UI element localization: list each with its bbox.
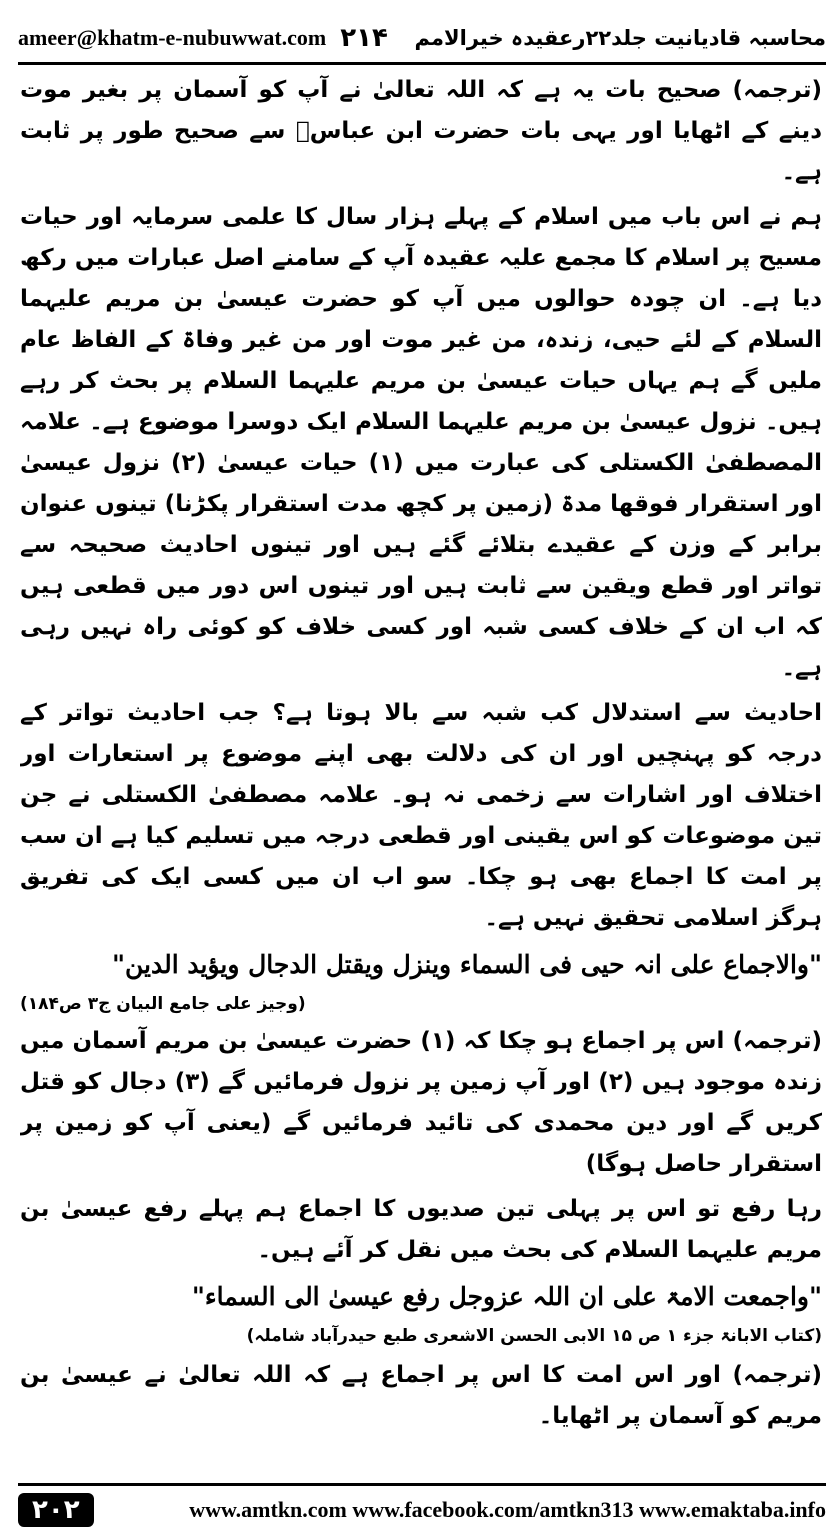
paragraph-translation-1: (ترجمہ) صحیح بات یہ ہے کہ اللہ تعالیٰ نے آپ کو آسمان پر بغیر موت دینے کے اٹھایا اور یہی بات حضرت ابن عباسؓ سے صحیح طور پر ثابت ہے۔ — [20, 77, 822, 185]
running-title: محاسبہ قادیانیت جلد۲۲رعقیدہ خیرالامم — [414, 26, 826, 50]
arabic-quote-1: "والاجماع علی انہ حیی فی السماء وینزل ویقتل الدجال ویؤید الدین" — [111, 950, 822, 979]
page-footer — [18, 1483, 826, 1534]
paragraph-main: ہم نے اس باب میں اسلام کے پہلے ہزار سال کا علمی سرمایہ اور حیات مسیح پر اسلام کا مجمع علیہ عقیدہ آپ کے سامنے اصل عبارات میں رکھ دیا ہے۔ ان چودہ حوالوں میں آپ کو حضرت عیسیٰ بن مریم علیہما السلام کے لئے حیی، زندہ، من غیر موت اور من غیر وفاۃ کے الفاظ عام ملیں گے ہم یہاں حیات عیسیٰ بن مریم علیہما السلام پر بحث کر رہے ہیں۔ نزول عیسیٰ بن مریم علیہما السلام ایک دوسرا موضوع ہے۔ علامہ المصطفیٰ الکستلی کی عبارت میں (۱) حیات عیسیٰ (۲) نزول عیسیٰ اور استقرار فوقھا مدۃ (زمین پر کچھ مدت استقرار پکڑنا) تینوں عنوان برابر کے وزن کے عقیدے بتلائے گئے ہیں اور تینوں احادیث صحیحہ سے تواتر اور قطع ویقین سے ثابت ہیں اور تینوں اس دور میں قطعی ہیں کہ اب ان کے خلاف کسی شبہ اور کسی خلاف کو کوئی راہ نہیں رہی ہے۔ — [20, 204, 822, 681]
footer-urls[interactable]: www.amtkn.com www.facebook.com/amtkn313 www.emaktaba.info — [189, 1497, 826, 1522]
reference-2: (کتاب الابانۃ جزء ۱ ص ۱۵ الابی الحسن الاشعری طبع حیدرآباد شاملہ) — [246, 1326, 822, 1346]
paragraph-raf: رہا رفع تو اس پر پہلی تین صدیوں کا اجماع ہم پہلے رفع عیسیٰ بن مریم علیہما السلام کی بحث میں نقل کر آئے ہیں۔ — [20, 1196, 822, 1263]
paragraph-translation-3: (ترجمہ) اور اس امت کا اس پر اجماع ہے کہ اللہ تعالیٰ نے عیسیٰ بن مریم کو آسمان پر اٹھایا۔ — [20, 1362, 822, 1429]
page-body — [20, 70, 822, 1468]
reference-1: (وجیز علی جامع البیان ج۳ ص۱۸۴) — [20, 994, 306, 1014]
page-header — [18, 14, 826, 65]
header-email[interactable]: ameer@khatm-e-nubuwwat.com — [18, 25, 327, 50]
header-page-number: ۲۱۴ — [340, 23, 388, 53]
header-left — [18, 23, 388, 53]
paragraph-translation-2: (ترجمہ) اس پر اجماع ہو چکا کہ (۱) حضرت عیسیٰ بن مریم آسمان میں زندہ موجود ہیں (۲) اور آپ زمین پر نزول فرمائیں گے (۳) دجال کو قتل کریں گے اور دین محمدی کی تائید فرمائیں گے (یعنی آپ کو زمین پر استقرار حاصل ہوگا) — [20, 1028, 822, 1177]
paragraph-hadith: احادیث سے استدلال کب شبہ سے بالا ہوتا ہے؟ جب احادیث تواتر کے درجہ کو پہنچیں اور ان کی دلالت بھی اپنے موضوع پر استعارات اور اختلاف اور اشارات سے زخمی نہ ہو۔ علامہ مصطفیٰ الکستلی نے جن تین موضوعات کو اس یقینی اور قطعی درجہ میں تسلیم کیا ہے ان سب پر امت کا اجماع بھی ہو چکا۔ سو اب ان میں کسی ایک کی تفریق ہرگز اسلامی تحقیق نہیں ہے۔ — [20, 700, 822, 931]
footer-page-number: ۲۰۲ — [18, 1493, 94, 1527]
arabic-quote-2: "واجمعت الامۃ علی ان اللہ عزوجل رفع عیسیٰ الی السماء" — [191, 1282, 822, 1311]
